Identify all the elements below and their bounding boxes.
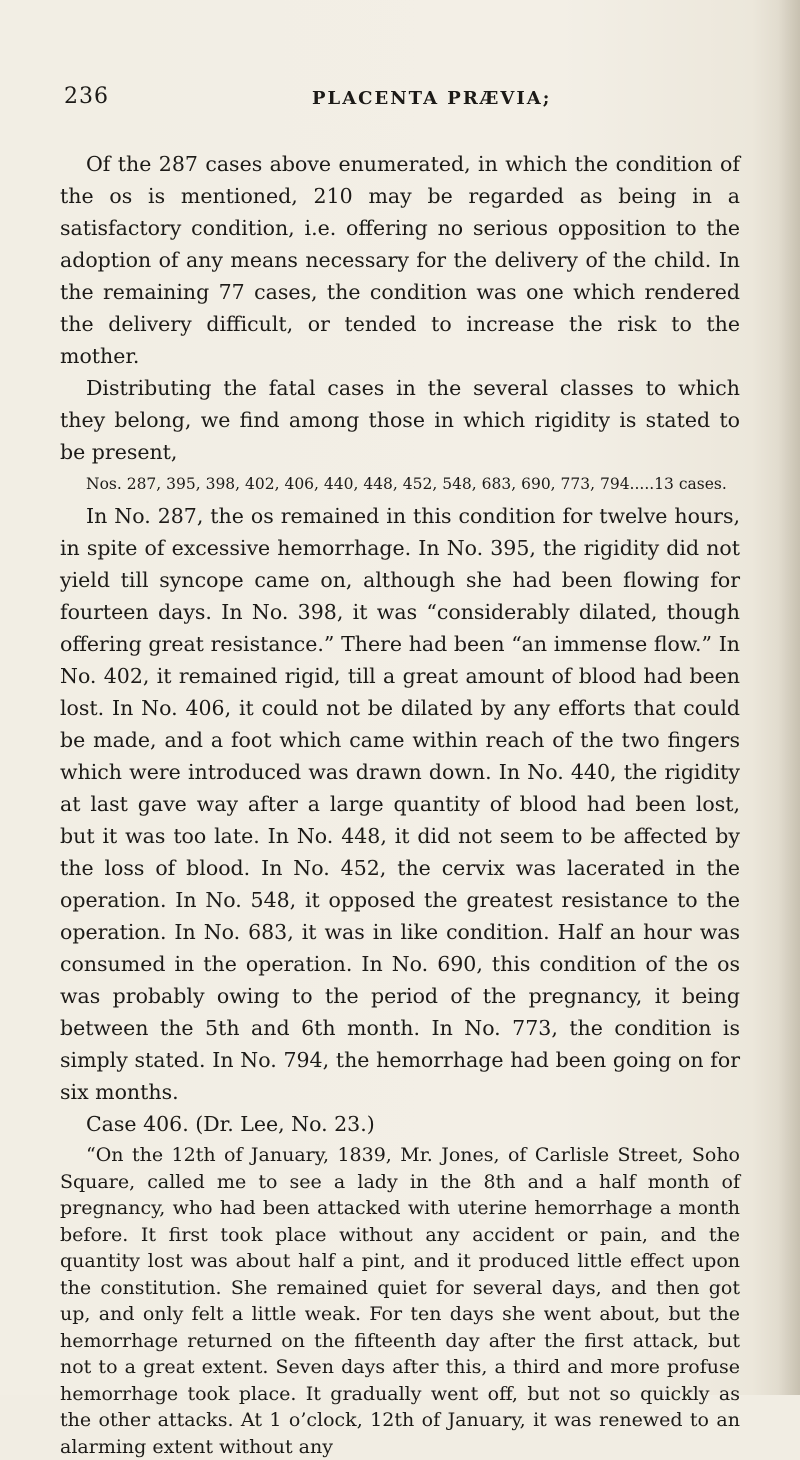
case-quote: [60, 1142, 740, 1460]
paragraph-2: Distributing the fatal cases in the several classes to which they belong, we find among those in which rigidity is stated to be present,: [60, 376, 740, 464]
paragraph-3: In No. 287, the os remained in this condition for twelve hours, in spite of excessive hemorrhage. In No. 395, the rigidity did not yield till syncope came on, although she had been flowing for fourteen days. In No. 398, it was “considerably dilated, though offering great resistance.” There had been “an immense flow.” In No. 402, it remained rigid, till a great amount of blood had been lost. In No. 406, it could not be dilated by any efforts that could be made, and a foot which came within reach of the two fingers which were introduced was drawn down. In No. 440, the rigidity at last gave way after a large quantity of blood had been lost, but it was too late. In No. 448, it did not seem to be affected by the loss of blood. In No. 452, the cervix was lacerated in the operation. In No. 548, it opposed the greatest resistance to the operation. In No. 683, it was in like condition. Half an hour was consumed in the operation. In No. 690, this condition of the os was probably owing to the period of the pregnancy, it being between the 5th and 6th month. In No. 773, the condition is simply stated. In No. 794, the hemorrhage had been going on for six months.: [60, 504, 740, 1104]
case-quote-text: “On the 12th of January, 1839, Mr. Jones, of Carlisle Street, Soho Square, called me to see a lady in the 8th and a half month of pregnancy, who had been attacked with uterine hemorrhage a month before. It first took place without any accident or pain, and the quantity lost was about half a pint, and it produced little effect upon the constitution. She remained quiet for several days, and then got up, and only felt a little weak. For ten days she went about, but the hemorrhage returned on the fifteenth day after the first attack, but not to a great extent. Seven days after this, a third and more profuse hemorrhage took place. It gradually went off, but not so quickly as the other attacks. At 1 o’clock, 12th of January, it was renewed to an alarming extent without any: [60, 1144, 740, 1458]
page-edge-shadow: [778, 0, 800, 1395]
page-number: 236: [64, 84, 109, 109]
paragraph-1: Of the 287 cases above enumerated, in which the condition of the os is mentioned, 210 may be regarded as being in a satisfactory condition, i.e. offering no serious opposition to the adoption of any means necessary for the delivery of the child. In the remaining 77 cases, the condition was one which rendered the delivery difficult, or tended to increase the risk to the mother.: [60, 152, 740, 368]
case-numbers-list: Nos. 287, 395, 398, 402, 406, 440, 448, 452, 548, 683, 690, 773, 794.....13 cases.: [86, 475, 727, 493]
case-heading: Case 406. (Dr. Lee, No. 23.): [86, 1112, 375, 1136]
running-head: PLACENTA PRÆVIA;: [312, 88, 552, 109]
body-text: [60, 148, 740, 1460]
